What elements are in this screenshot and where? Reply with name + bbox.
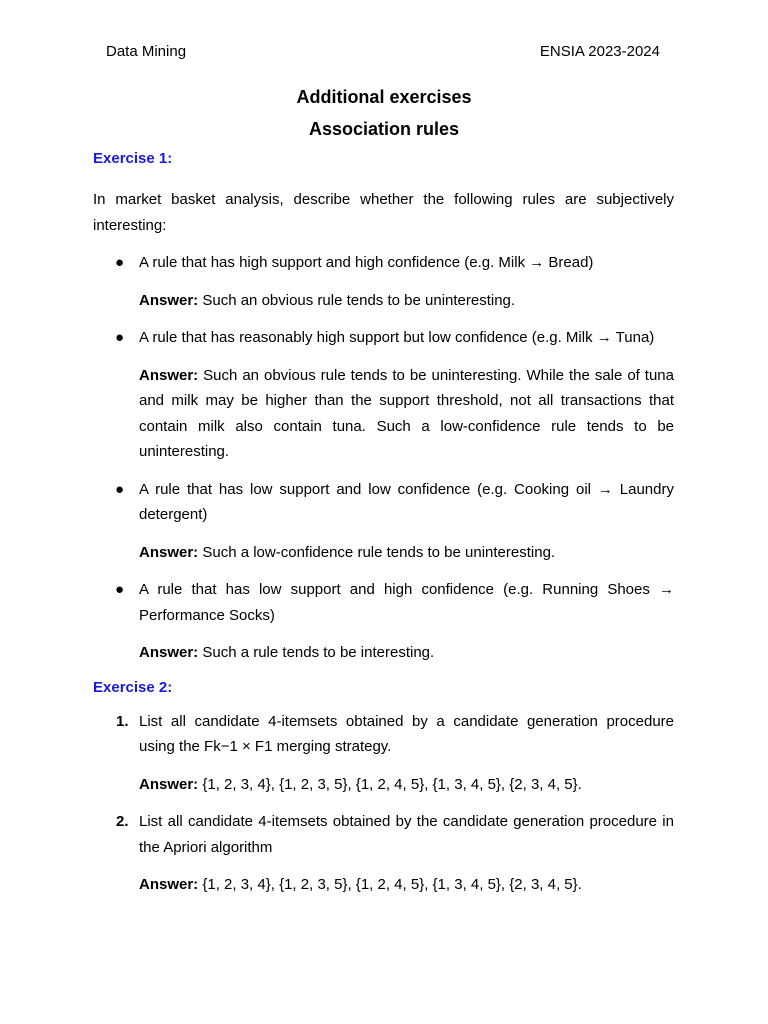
answer-text [139, 540, 674, 566]
question-text: List all candidate 4-itemsets obtained by the candidate generation procedure in the Apriori algorithm [139, 813, 674, 856]
answer-label: Answer: [139, 876, 199, 893]
document-title: Additional exercises [296, 87, 472, 107]
bullet-icon: ● [115, 480, 125, 498]
item-number: 2. [116, 813, 129, 830]
answer-text [139, 640, 674, 666]
answer-label: Answer: [139, 775, 199, 793]
answer-body: {1, 2, 3, 4}, {1, 2, 3, 5}, {1, 2, 4, 5}, {1, 3, 4, 5}, {2, 3, 4, 5}. [198, 775, 582, 793]
answer-label: Answer: [139, 543, 199, 561]
list-item [93, 250, 674, 313]
exercise-2-list [93, 709, 674, 898]
exercise-1-intro: In market basket analysis, describe whether the following rules are subjectively interesting: [93, 191, 674, 234]
answer-text [139, 288, 674, 314]
question-text: A rule that has high support and high confidence (e.g. Milk → Bread) [139, 254, 594, 271]
exercise-2-heading: Exercise 2: [93, 678, 173, 696]
list-item [93, 709, 674, 798]
question-text: A rule that has low support and low confidence (e.g. Cooking oil → Laundry detergent) [139, 480, 674, 523]
bullet-icon: ● [115, 329, 125, 346]
answer-body: Such an obvious rule tends to be uninteresting. [198, 291, 516, 309]
list-item [93, 325, 674, 465]
bullet-icon: ● [115, 581, 125, 598]
bullet-icon: ● [115, 254, 125, 271]
list-item [93, 577, 674, 666]
answer-body: Such a rule tends to be interesting. [198, 644, 435, 661]
answer-label: Answer: [139, 644, 199, 661]
answer-text [139, 363, 674, 465]
answer-text [139, 772, 674, 798]
answer-text [139, 872, 674, 898]
list-item [93, 477, 674, 566]
header-school-year: ENSIA 2023-2024 [539, 43, 660, 60]
list-item [93, 809, 674, 898]
document-body [93, 150, 674, 898]
answer-body: Such an obvious rule tends to be uninteresting. While the sale of tuna and milk may be higher than the support threshold, not all transactions that contain milk also contain tuna. Such a low-confidence rule tends to be uninteresting. [139, 366, 674, 460]
answer-body: Such a low-confidence rule tends to be uninteresting. [198, 543, 556, 561]
question-text: A rule that has reasonably high support but low confidence (e.g. Milk → Tuna) [139, 329, 655, 346]
answer-label: Answer: [139, 366, 199, 384]
answer-body: {1, 2, 3, 4}, {1, 2, 3, 5}, {1, 2, 4, 5}, {1, 3, 4, 5}, {2, 3, 4, 5}. [198, 876, 582, 893]
answer-label: Answer: [139, 291, 199, 309]
question-text: List all candidate 4-itemsets obtained by a candidate generation procedure using the Fk−1 × F1 merging strategy. [139, 712, 674, 755]
exercise-1-heading: Exercise 1: [93, 150, 173, 167]
exercise-1-list [93, 250, 674, 666]
header-course-name: Data Mining [106, 43, 187, 60]
question-text: A rule that has low support and high confidence (e.g. Running Shoes → Performance Socks) [139, 581, 674, 624]
document-subtitle: Association rules [308, 119, 460, 139]
item-number: 1. [116, 712, 129, 730]
